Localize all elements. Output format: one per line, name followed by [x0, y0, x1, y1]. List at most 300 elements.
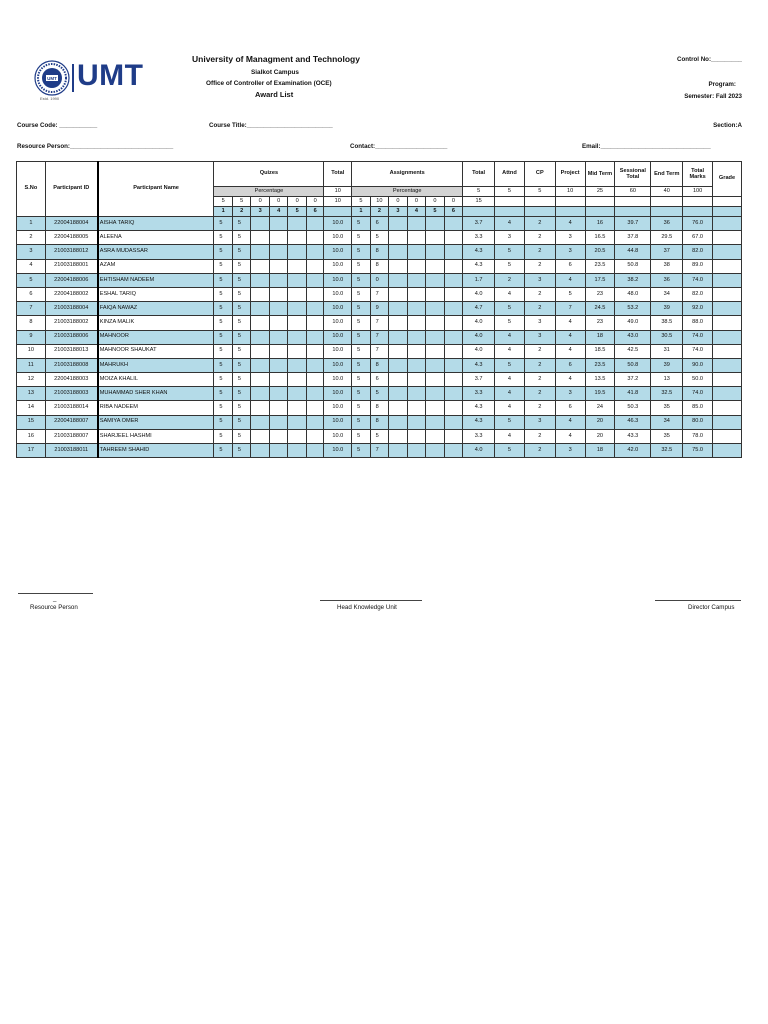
cell-quiz-4: [269, 287, 288, 301]
cell-assign-6: [444, 444, 463, 458]
cell-attnd: 4: [495, 429, 525, 443]
cell-assign-2: 8: [370, 245, 389, 259]
empty-cell: [651, 207, 683, 217]
cell-assign-5: [426, 316, 445, 330]
cell-assign-5: [426, 287, 445, 301]
cell-assign-total: 4.3: [463, 259, 495, 273]
cell-quiz-6: [306, 415, 324, 429]
cell-quiz-3: [251, 302, 270, 316]
cell-mid-term: 19.5: [585, 387, 615, 401]
semester-label: Semester: Fall 2023: [684, 93, 742, 100]
cell-assign-2: 7: [370, 444, 389, 458]
cell-quiz-2: 5: [232, 373, 251, 387]
cell-participant-id: 22004188004: [45, 217, 97, 231]
cell-attnd: 4: [495, 344, 525, 358]
quiz-weight-total: 10: [324, 187, 352, 197]
table-row: [17, 444, 742, 458]
cell-grade: [713, 401, 742, 415]
cell-assign-6: [444, 245, 463, 259]
quiz-num: 2: [232, 207, 251, 217]
cell-quiz-1: 5: [214, 415, 233, 429]
cell-quiz-total: 10.0: [324, 316, 352, 330]
assign-max: 0: [389, 197, 408, 207]
weight-sessional: 60: [615, 187, 651, 197]
cell-total-marks: 67.0: [683, 231, 713, 245]
table-row: [17, 259, 742, 273]
cell-project: 4: [555, 344, 585, 358]
cell-quiz-1: 5: [214, 217, 233, 231]
cell-sessional-total: 44.8: [615, 245, 651, 259]
empty-cell: [555, 207, 585, 217]
cell-assign-2: 6: [370, 217, 389, 231]
cell-project: 6: [555, 358, 585, 372]
cell-attnd: 5: [495, 259, 525, 273]
empty-cell: [324, 207, 352, 217]
cell-assign-5: [426, 373, 445, 387]
cell-assign-total: 4.3: [463, 358, 495, 372]
cell-grade: [713, 259, 742, 273]
award-table-body: [17, 217, 742, 458]
cell-assign-4: [407, 401, 426, 415]
cell-sessional-total: 49.0: [615, 316, 651, 330]
cell-assign-3: [389, 231, 408, 245]
university-name: University of Managment and Technology: [192, 54, 360, 64]
cell-assign-2: 8: [370, 358, 389, 372]
cell-grade: [713, 330, 742, 344]
cell-quiz-2: 5: [232, 231, 251, 245]
cell-attnd: 2: [495, 273, 525, 287]
cell-participant-id: 22004188003: [45, 373, 97, 387]
cell-assign-2: 8: [370, 415, 389, 429]
cell-quiz-4: [269, 387, 288, 401]
cell-grade: [713, 245, 742, 259]
cell-quiz-2: 5: [232, 287, 251, 301]
cell-assign-2: 7: [370, 287, 389, 301]
cell-assign-3: [389, 217, 408, 231]
cell-quiz-1: 5: [214, 259, 233, 273]
cell-quiz-3: [251, 373, 270, 387]
cell-quiz-total: 10.0: [324, 444, 352, 458]
cell-sessional-total: 46.3: [615, 415, 651, 429]
weight-attnd: 5: [495, 187, 525, 197]
cell-total-marks: 82.0: [683, 245, 713, 259]
cell-grade: [713, 373, 742, 387]
cell-participant-id: 21003188004: [45, 302, 97, 316]
cell-quiz-total: 10.0: [324, 344, 352, 358]
cell-assign-5: [426, 429, 445, 443]
table-row: [17, 217, 742, 231]
cell-assign-2: 5: [370, 429, 389, 443]
cell-end-term: 30.5: [651, 330, 683, 344]
cell-assign-5: [426, 401, 445, 415]
assign-num: 1: [352, 207, 371, 217]
cell-project: 6: [555, 401, 585, 415]
cell-quiz-4: [269, 259, 288, 273]
cell-quiz-3: [251, 287, 270, 301]
cell-quiz-4: [269, 316, 288, 330]
cell-assign-4: [407, 302, 426, 316]
empty-cell: [713, 197, 742, 207]
director-label: Director Campus: [688, 604, 735, 611]
table-row: [17, 373, 742, 387]
cell-quiz-4: [269, 231, 288, 245]
cell-assign-1: 5: [352, 358, 371, 372]
cell-quiz-3: [251, 429, 270, 443]
table-row: [17, 302, 742, 316]
cell-mid-term: 23.5: [585, 259, 615, 273]
cell-assign-total: 3.3: [463, 429, 495, 443]
cell-assign-total: 4.0: [463, 444, 495, 458]
cell-sno: 9: [17, 330, 46, 344]
cell-total-marks: 85.0: [683, 401, 713, 415]
cell-grade: [713, 429, 742, 443]
cell-quiz-5: [288, 245, 307, 259]
cell-quiz-3: [251, 316, 270, 330]
cell-assign-4: [407, 429, 426, 443]
cell-cp: 2: [524, 373, 555, 387]
cell-quiz-4: [269, 444, 288, 458]
cell-quiz-4: [269, 273, 288, 287]
cell-quiz-6: [306, 373, 324, 387]
cell-assign-3: [389, 429, 408, 443]
cell-project: 4: [555, 217, 585, 231]
cell-quiz-5: [288, 302, 307, 316]
empty-cell: [713, 207, 742, 217]
cell-mid-term: 18: [585, 330, 615, 344]
svg-text:UMT: UMT: [47, 76, 57, 81]
cell-assign-1: 5: [352, 415, 371, 429]
cell-sno: 2: [17, 231, 46, 245]
logo-divider: [72, 64, 74, 92]
cell-assign-total: 3.3: [463, 387, 495, 401]
cell-attnd: 5: [495, 415, 525, 429]
head-knowledge-label: Head Knowledge Unit: [337, 604, 397, 611]
cell-quiz-3: [251, 444, 270, 458]
cell-sessional-total: 41.8: [615, 387, 651, 401]
cell-assign-5: [426, 387, 445, 401]
cell-quiz-5: [288, 231, 307, 245]
assign-max: 5: [352, 197, 371, 207]
cell-quiz-4: [269, 401, 288, 415]
cell-assign-4: [407, 387, 426, 401]
resource-person-signature-line: [18, 593, 93, 594]
cell-quiz-3: [251, 358, 270, 372]
cell-quiz-2: 5: [232, 401, 251, 415]
cell-quiz-4: [269, 344, 288, 358]
cell-cp: 2: [524, 259, 555, 273]
cell-assign-1: 5: [352, 287, 371, 301]
cell-mid-term: 23: [585, 287, 615, 301]
cell-sessional-total: 42.0: [615, 444, 651, 458]
cell-assign-1: 5: [352, 302, 371, 316]
signature-dash: _: [53, 595, 57, 602]
cell-attnd: 3: [495, 231, 525, 245]
table-row: [17, 245, 742, 259]
table-row: [17, 287, 742, 301]
col-end-term: End Term: [651, 162, 683, 187]
col-assign-total: Total: [463, 162, 495, 187]
cell-quiz-6: [306, 302, 324, 316]
cell-cp: 2: [524, 245, 555, 259]
weight-mid: 25: [585, 187, 615, 197]
empty-cell: [683, 197, 713, 207]
umt-logo: [34, 58, 164, 104]
cell-sno: 14: [17, 401, 46, 415]
cell-quiz-6: [306, 387, 324, 401]
cell-quiz-5: [288, 444, 307, 458]
weight-total-marks: 100: [683, 187, 713, 197]
cell-assign-total: 1.7: [463, 273, 495, 287]
cell-quiz-6: [306, 316, 324, 330]
cell-cp: 2: [524, 287, 555, 301]
col-grade: Grade: [713, 162, 742, 197]
quiz-max: 0: [306, 197, 324, 207]
cell-assign-3: [389, 287, 408, 301]
cell-assign-3: [389, 373, 408, 387]
empty-cell: [463, 207, 495, 217]
cell-project: 4: [555, 429, 585, 443]
cell-assign-total: 4.0: [463, 316, 495, 330]
cell-end-term: 38.5: [651, 316, 683, 330]
cell-assign-6: [444, 401, 463, 415]
cell-sno: 8: [17, 316, 46, 330]
cell-participant-id: 21003188002: [45, 316, 97, 330]
cell-cp: 2: [524, 444, 555, 458]
quiz-max: 5: [214, 197, 233, 207]
cell-assign-5: [426, 330, 445, 344]
cell-participant-id: 22004188002: [45, 287, 97, 301]
cell-project: 4: [555, 273, 585, 287]
cell-quiz-5: [288, 415, 307, 429]
resource-person-field: Resource Person:______________________________: [17, 143, 174, 150]
cell-quiz-3: [251, 217, 270, 231]
cell-assign-4: [407, 245, 426, 259]
cell-cp: 2: [524, 429, 555, 443]
cell-participant-name: KINZA MALIK: [98, 316, 214, 330]
cell-quiz-2: 5: [232, 217, 251, 231]
cell-mid-term: 20.5: [585, 245, 615, 259]
cell-assign-5: [426, 302, 445, 316]
cell-quiz-total: 10.0: [324, 429, 352, 443]
cell-quiz-6: [306, 358, 324, 372]
cell-quiz-4: [269, 302, 288, 316]
cell-grade: [713, 217, 742, 231]
cell-end-term: 35: [651, 401, 683, 415]
cell-quiz-total: 10.0: [324, 373, 352, 387]
cell-project: 4: [555, 373, 585, 387]
cell-sessional-total: 39.7: [615, 217, 651, 231]
cell-quiz-6: [306, 217, 324, 231]
col-participant-name: Participant Name: [98, 162, 214, 217]
cell-participant-id: 22004188005: [45, 231, 97, 245]
cell-end-term: 34: [651, 415, 683, 429]
cell-quiz-6: [306, 245, 324, 259]
cell-assign-3: [389, 387, 408, 401]
cell-quiz-total: 10.0: [324, 259, 352, 273]
empty-cell: [495, 207, 525, 217]
course-code: Course Code: ___________: [17, 122, 98, 129]
cell-attnd: 5: [495, 245, 525, 259]
director-signature-line: [655, 600, 741, 601]
cell-sessional-total: 43.3: [615, 429, 651, 443]
col-sessional-total: Sessional Total: [615, 162, 651, 187]
cell-assign-1: 5: [352, 373, 371, 387]
cell-quiz-3: [251, 231, 270, 245]
empty-cell: [555, 197, 585, 207]
cell-project: 6: [555, 259, 585, 273]
cell-sessional-total: 50.8: [615, 358, 651, 372]
cell-participant-name: RIBA NADEEM: [98, 401, 214, 415]
cell-sno: 4: [17, 259, 46, 273]
cell-end-term: 29.5: [651, 231, 683, 245]
cell-quiz-5: [288, 401, 307, 415]
contact-field: Contact:_____________________: [350, 143, 448, 150]
cell-quiz-total: 10.0: [324, 358, 352, 372]
cell-mid-term: 23: [585, 316, 615, 330]
cell-mid-term: 23.5: [585, 358, 615, 372]
cell-assign-6: [444, 273, 463, 287]
cell-participant-name: FAIQA NAWAZ: [98, 302, 214, 316]
cell-participant-id: 21003188008: [45, 358, 97, 372]
cell-end-term: 36: [651, 217, 683, 231]
cell-quiz-2: 5: [232, 444, 251, 458]
cell-quiz-1: 5: [214, 373, 233, 387]
cell-mid-term: 24: [585, 401, 615, 415]
quiz-percentage-label: Percentage: [214, 187, 324, 197]
cell-assign-2: 9: [370, 302, 389, 316]
cell-assign-4: [407, 358, 426, 372]
cell-assign-4: [407, 415, 426, 429]
cell-assign-3: [389, 358, 408, 372]
col-cp: CP: [524, 162, 555, 187]
cell-sno: 16: [17, 429, 46, 443]
table-row: [17, 401, 742, 415]
cell-participant-name: SHARJEEL HASHMI: [98, 429, 214, 443]
cell-quiz-4: [269, 373, 288, 387]
cell-participant-name: EHTISHAM NADEEM: [98, 273, 214, 287]
cell-cp: 2: [524, 358, 555, 372]
cell-assign-6: [444, 287, 463, 301]
cell-quiz-total: 10.0: [324, 387, 352, 401]
cell-cp: 3: [524, 316, 555, 330]
cell-sessional-total: 38.2: [615, 273, 651, 287]
cell-quiz-6: [306, 259, 324, 273]
cell-quiz-1: 5: [214, 287, 233, 301]
cell-participant-name: TAHREEM SHAHID: [98, 444, 214, 458]
cell-grade: [713, 316, 742, 330]
cell-mid-term: 17.5: [585, 273, 615, 287]
cell-assign-3: [389, 245, 408, 259]
cell-project: 4: [555, 415, 585, 429]
cell-assign-6: [444, 344, 463, 358]
cell-participant-id: 21003188006: [45, 330, 97, 344]
cell-total-marks: 50.0: [683, 373, 713, 387]
cell-attnd: 4: [495, 387, 525, 401]
campus-name: Sialkot Campus: [251, 69, 299, 76]
cell-total-marks: 88.0: [683, 316, 713, 330]
empty-cell: [615, 197, 651, 207]
cell-assign-2: 8: [370, 401, 389, 415]
cell-quiz-total: 10.0: [324, 245, 352, 259]
cell-project: 3: [555, 387, 585, 401]
cell-quiz-4: [269, 330, 288, 344]
cell-attnd: 4: [495, 401, 525, 415]
cell-assign-5: [426, 259, 445, 273]
cell-assign-1: 5: [352, 259, 371, 273]
cell-participant-name: SAMIYA OMER: [98, 415, 214, 429]
cell-project: 7: [555, 302, 585, 316]
cell-assign-4: [407, 259, 426, 273]
col-quizes: Quizes: [214, 162, 324, 187]
cell-assign-total: 4.0: [463, 344, 495, 358]
cell-participant-id: 21003188003: [45, 387, 97, 401]
empty-cell: [585, 207, 615, 217]
cell-quiz-5: [288, 330, 307, 344]
weight-cp: 5: [524, 187, 555, 197]
cell-assign-1: 5: [352, 316, 371, 330]
cell-mid-term: 18.5: [585, 344, 615, 358]
cell-sno: 3: [17, 245, 46, 259]
office-name: Office of Controller of Examination (OCE): [206, 80, 332, 87]
cell-assign-6: [444, 330, 463, 344]
assign-weight-total: 5: [463, 187, 495, 197]
cell-end-term: 36: [651, 273, 683, 287]
cell-total-marks: 74.0: [683, 273, 713, 287]
cell-cp: 2: [524, 217, 555, 231]
cell-cp: 2: [524, 401, 555, 415]
cell-assign-6: [444, 217, 463, 231]
cell-end-term: 32.5: [651, 444, 683, 458]
quiz-num: 4: [269, 207, 288, 217]
weight-end: 40: [651, 187, 683, 197]
cell-cp: 2: [524, 302, 555, 316]
cell-quiz-2: 5: [232, 316, 251, 330]
cell-grade: [713, 358, 742, 372]
quiz-max: 0: [251, 197, 270, 207]
cell-quiz-6: [306, 429, 324, 443]
cell-quiz-6: [306, 344, 324, 358]
cell-quiz-4: [269, 358, 288, 372]
cell-mid-term: 16.5: [585, 231, 615, 245]
cell-assign-4: [407, 344, 426, 358]
col-mid-term: Mid Term: [585, 162, 615, 187]
cell-assign-6: [444, 358, 463, 372]
cell-assign-total: 4.0: [463, 330, 495, 344]
document-title: Award List: [255, 90, 294, 99]
cell-grade: [713, 415, 742, 429]
cell-sno: 1: [17, 217, 46, 231]
cell-quiz-total: 10.0: [324, 217, 352, 231]
cell-assign-5: [426, 217, 445, 231]
cell-sno: 17: [17, 444, 46, 458]
cell-mid-term: 13.5: [585, 373, 615, 387]
cell-participant-name: ASRA MUDASSAR: [98, 245, 214, 259]
cell-total-marks: 82.0: [683, 287, 713, 301]
cell-assign-5: [426, 344, 445, 358]
cell-assign-6: [444, 231, 463, 245]
assign-num: 5: [426, 207, 445, 217]
assign-num: 4: [407, 207, 426, 217]
empty-cell: [683, 207, 713, 217]
cell-assign-5: [426, 444, 445, 458]
cell-quiz-3: [251, 273, 270, 287]
cell-assign-2: 7: [370, 330, 389, 344]
quiz-max-total: 10: [324, 197, 352, 207]
cell-grade: [713, 387, 742, 401]
cell-total-marks: 90.0: [683, 358, 713, 372]
cell-participant-id: 21003188001: [45, 259, 97, 273]
cell-quiz-2: 5: [232, 302, 251, 316]
